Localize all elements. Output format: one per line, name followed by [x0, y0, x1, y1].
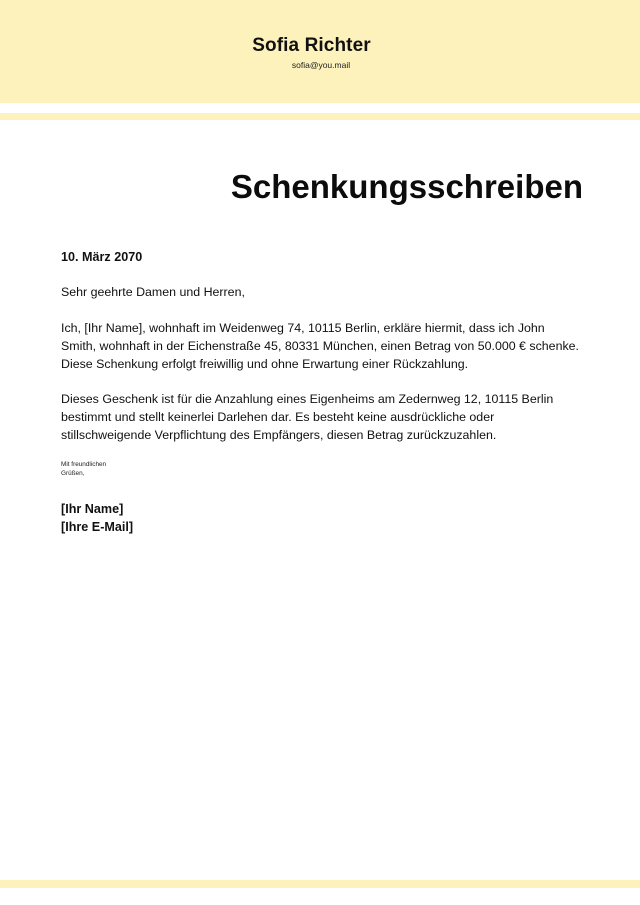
header-divider-stripe	[0, 113, 640, 120]
closing-line-2: Grüßen,	[61, 469, 85, 477]
letter-closing	[61, 461, 581, 478]
letter-date: 10. März 2070	[61, 250, 143, 264]
signature-name: [Ihr Name]	[61, 502, 124, 516]
sender-name: Sofia Richter	[252, 35, 371, 56]
footer-stripe	[0, 880, 640, 888]
closing-line-1: Mit freundlichen	[61, 461, 107, 468]
sender-email: sofia@you.mail	[291, 60, 351, 70]
signature-email: [Ihre E-Mail]	[61, 520, 134, 534]
letter-greeting: Sehr geehrte Damen und Herren,	[61, 285, 245, 299]
letter-paragraph-1: Ich, [Ihr Name], wohnhaft im Weidenweg 74, 10115 Berlin, erkläre hiermit, dass ich John Smith, wohnhaft in der Eichenstraße 45, 80331 München, einen Betrag von 50.000 € schenke. Diese Schenkung erfolgt freiwillig und ohne Erwartung einer Rückzahlung.	[61, 321, 579, 371]
letter-paragraph-2: Dieses Geschenk ist für die Anzahlung eines Eigenheims am Zedernweg 12, 10115 Berlin bestimmt und stellt keinerlei Darlehen dar. Es besteht keine ausdrückliche oder stillschweigende Verpflichtung des Empfängers, diesen Betrag zurückzuzahlen.	[61, 392, 554, 442]
letter-body	[61, 248, 581, 536]
document-title: Schenkungsschreiben	[230, 168, 583, 205]
